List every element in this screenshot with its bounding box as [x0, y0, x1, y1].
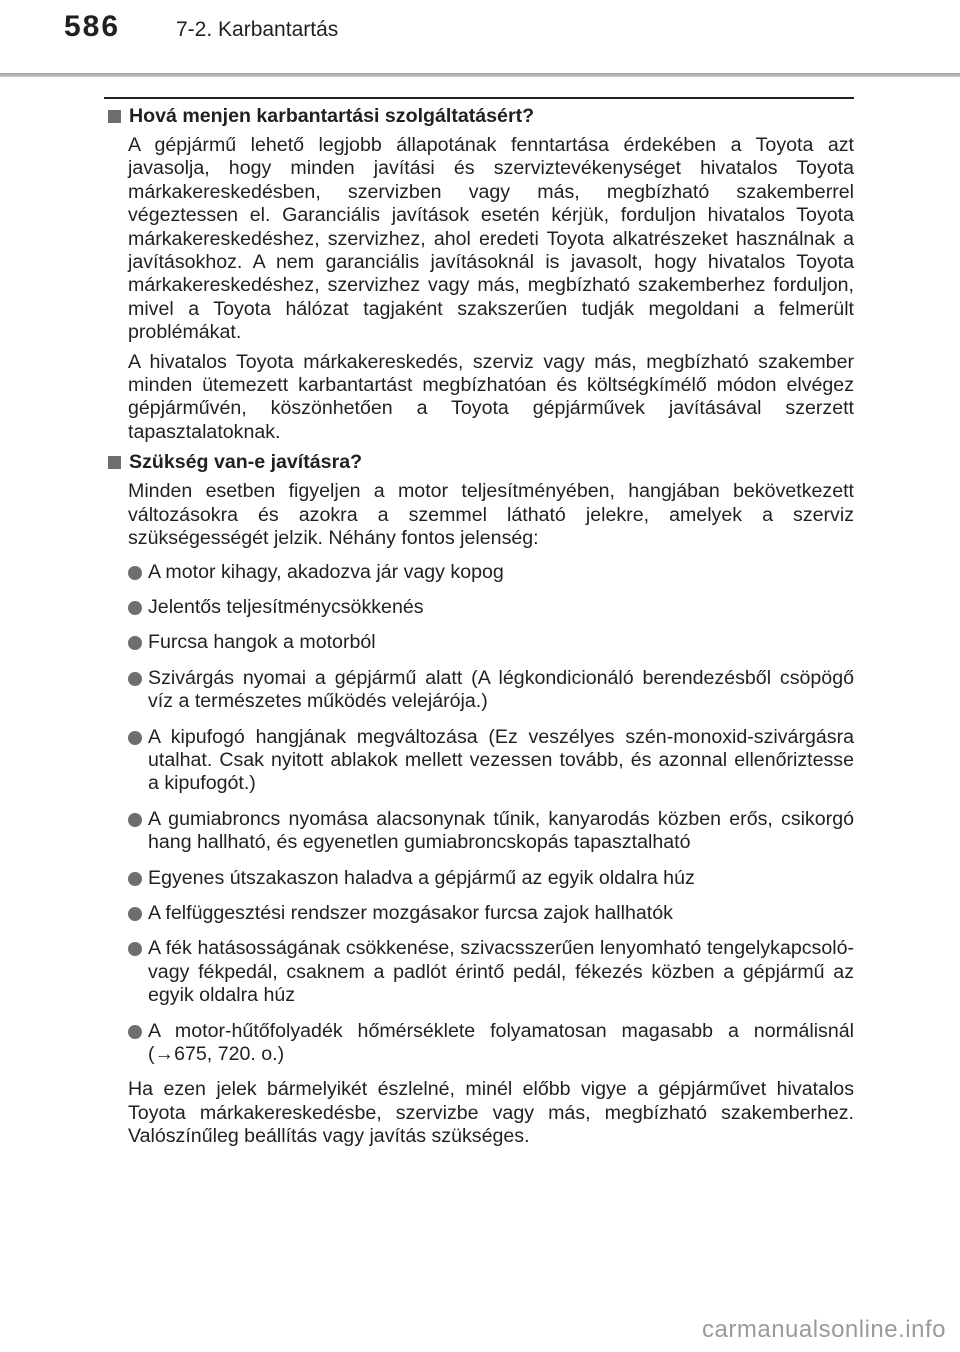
closing-paragraph: Ha ezen jelek bármelyikét észlelné, minél előbb vigye a gépjárművet hivatalos Toyota márkakereskedésbe, szervizbe vagy más, megbízható szakemberhez. Valószínűleg beállítás vagy javítás szükséges.: [128, 1078, 854, 1148]
list-item-text: Szivárgás nyomai a gépjármű alatt (A légkondicionáló berendezésből csöpögő víz a természetes működés velejárója.): [148, 666, 854, 713]
page-content: [104, 104, 854, 1149]
list-item-text: A motor-hűtőfolyadék hőmérséklete folyamatosan magasabb a normálisnál (→675, 720. o.): [148, 1019, 854, 1065]
list-item-text: A felfüggesztési rendszer mozgásakor furcsa zajok hallhatók: [148, 901, 673, 924]
list-item-text: A fék hatásosságának csökkenése, szivacsszerűen lenyomható tengelykapcsoló- vagy fékpedál, csaknem a padlót érintő pedál, fékezés közben a gépjármű az egyik oldalra húz: [148, 937, 854, 1007]
section-heading-repair: [104, 450, 854, 474]
circle-bullet-icon: [128, 731, 142, 745]
list-item-text: Jelentős teljesítménycsökkenés: [148, 595, 424, 618]
circle-bullet-icon: [128, 672, 142, 686]
circle-bullet-icon: [128, 872, 142, 886]
list-item: [128, 937, 854, 1007]
section-heading-text: Hová menjen karbantartási szolgáltatásért?: [129, 105, 535, 127]
section-rule: [104, 97, 854, 99]
list-item: [128, 596, 854, 619]
circle-bullet-icon: [128, 907, 142, 921]
list-item: [128, 631, 854, 654]
circle-bullet-icon: [128, 566, 142, 580]
square-bullet-icon: [108, 110, 121, 123]
header-rule: [0, 73, 960, 77]
list-item-text: Egyenes útszakaszon haladva a gépjármű az egyik oldalra húz: [148, 866, 695, 889]
list-item-text: Furcsa hangok a motorból: [148, 631, 376, 654]
circle-bullet-icon: [128, 636, 142, 650]
paragraph: A hivatalos Toyota márkakereskedés, szerviz vagy más, megbízható szakember minden ütemezett karbantartást megbízhatóan és költségkímélő módon elvégez gépjárművén, köszönhetően a Toyota gépjárművek javításával szerzett tapasztalatoknak.: [128, 350, 854, 443]
list-item-text: A gumiabroncs nyomása alacsonynak tűnik, kanyarodás közben erős, csikorgó hang hallható, és egyenetlen gumiabroncskopás tapasztalható: [148, 807, 854, 854]
list-item: [128, 867, 854, 890]
page-number: 586: [64, 10, 121, 43]
circle-bullet-icon: [128, 601, 142, 615]
circle-bullet-icon: [128, 1025, 142, 1039]
list-item: [128, 1020, 854, 1067]
list-item-text: A motor kihagy, akadozva jár vagy kopog: [148, 560, 504, 583]
section-heading-text: Szükség van-e javításra?: [129, 451, 363, 474]
list-item: [128, 667, 854, 714]
circle-bullet-icon: [128, 942, 142, 956]
paragraph: A gépjármű lehető legjobb állapotának fenntartása érdekében a Toyota azt javasolja, hogy minden javítási és szerviztevékenységet hivatalos Toyota márkakereskedésben, szervizben vagy más, megbízható szakemberrel végeztessen el. Garanciális javítások esetén kérjük, forduljon hivatalos Toyota márkakereskedéshez, szervizhez, ahol eredeti Toyota alkatrészeket használnak a javításokhoz. A nem garanciális javításoknál is javasolt, hogy hivatalos Toyota márkakereskedéshez, szervizhez vagy más, megbízható szakemberhez forduljon, mivel a Toyota hálózat tagjaként szakszerűen tudják megoldani a felmerült problémákat.: [128, 134, 854, 344]
circle-bullet-icon: [128, 813, 142, 827]
list-item: [128, 902, 854, 925]
section-heading-service: [104, 104, 854, 128]
list-item-text: A kipufogó hangjának megváltozása (Ez veszélyes szén-monoxid-szivárgásra utalhat. Csak nyitott ablakok mellett vezessen tovább, és azonnal ellenőriztesse a kipufogót.): [148, 725, 854, 795]
paragraph: Minden esetben figyeljen a motor teljesítményében, hangjában bekövetkezett változásokra és azokra a szemmel látható jelekre, amelyek a szerviz szükségességét jelzik. Néhány fontos jelenség:: [128, 480, 854, 550]
watermark: carmanualsonline.info: [702, 1316, 946, 1343]
list-item: [128, 808, 854, 855]
square-bullet-icon: [108, 456, 121, 469]
list-item: [128, 561, 854, 584]
page-header: [0, 0, 960, 80]
chapter-title: 7-2. Karbantartás: [176, 18, 339, 41]
list-item: [128, 726, 854, 796]
